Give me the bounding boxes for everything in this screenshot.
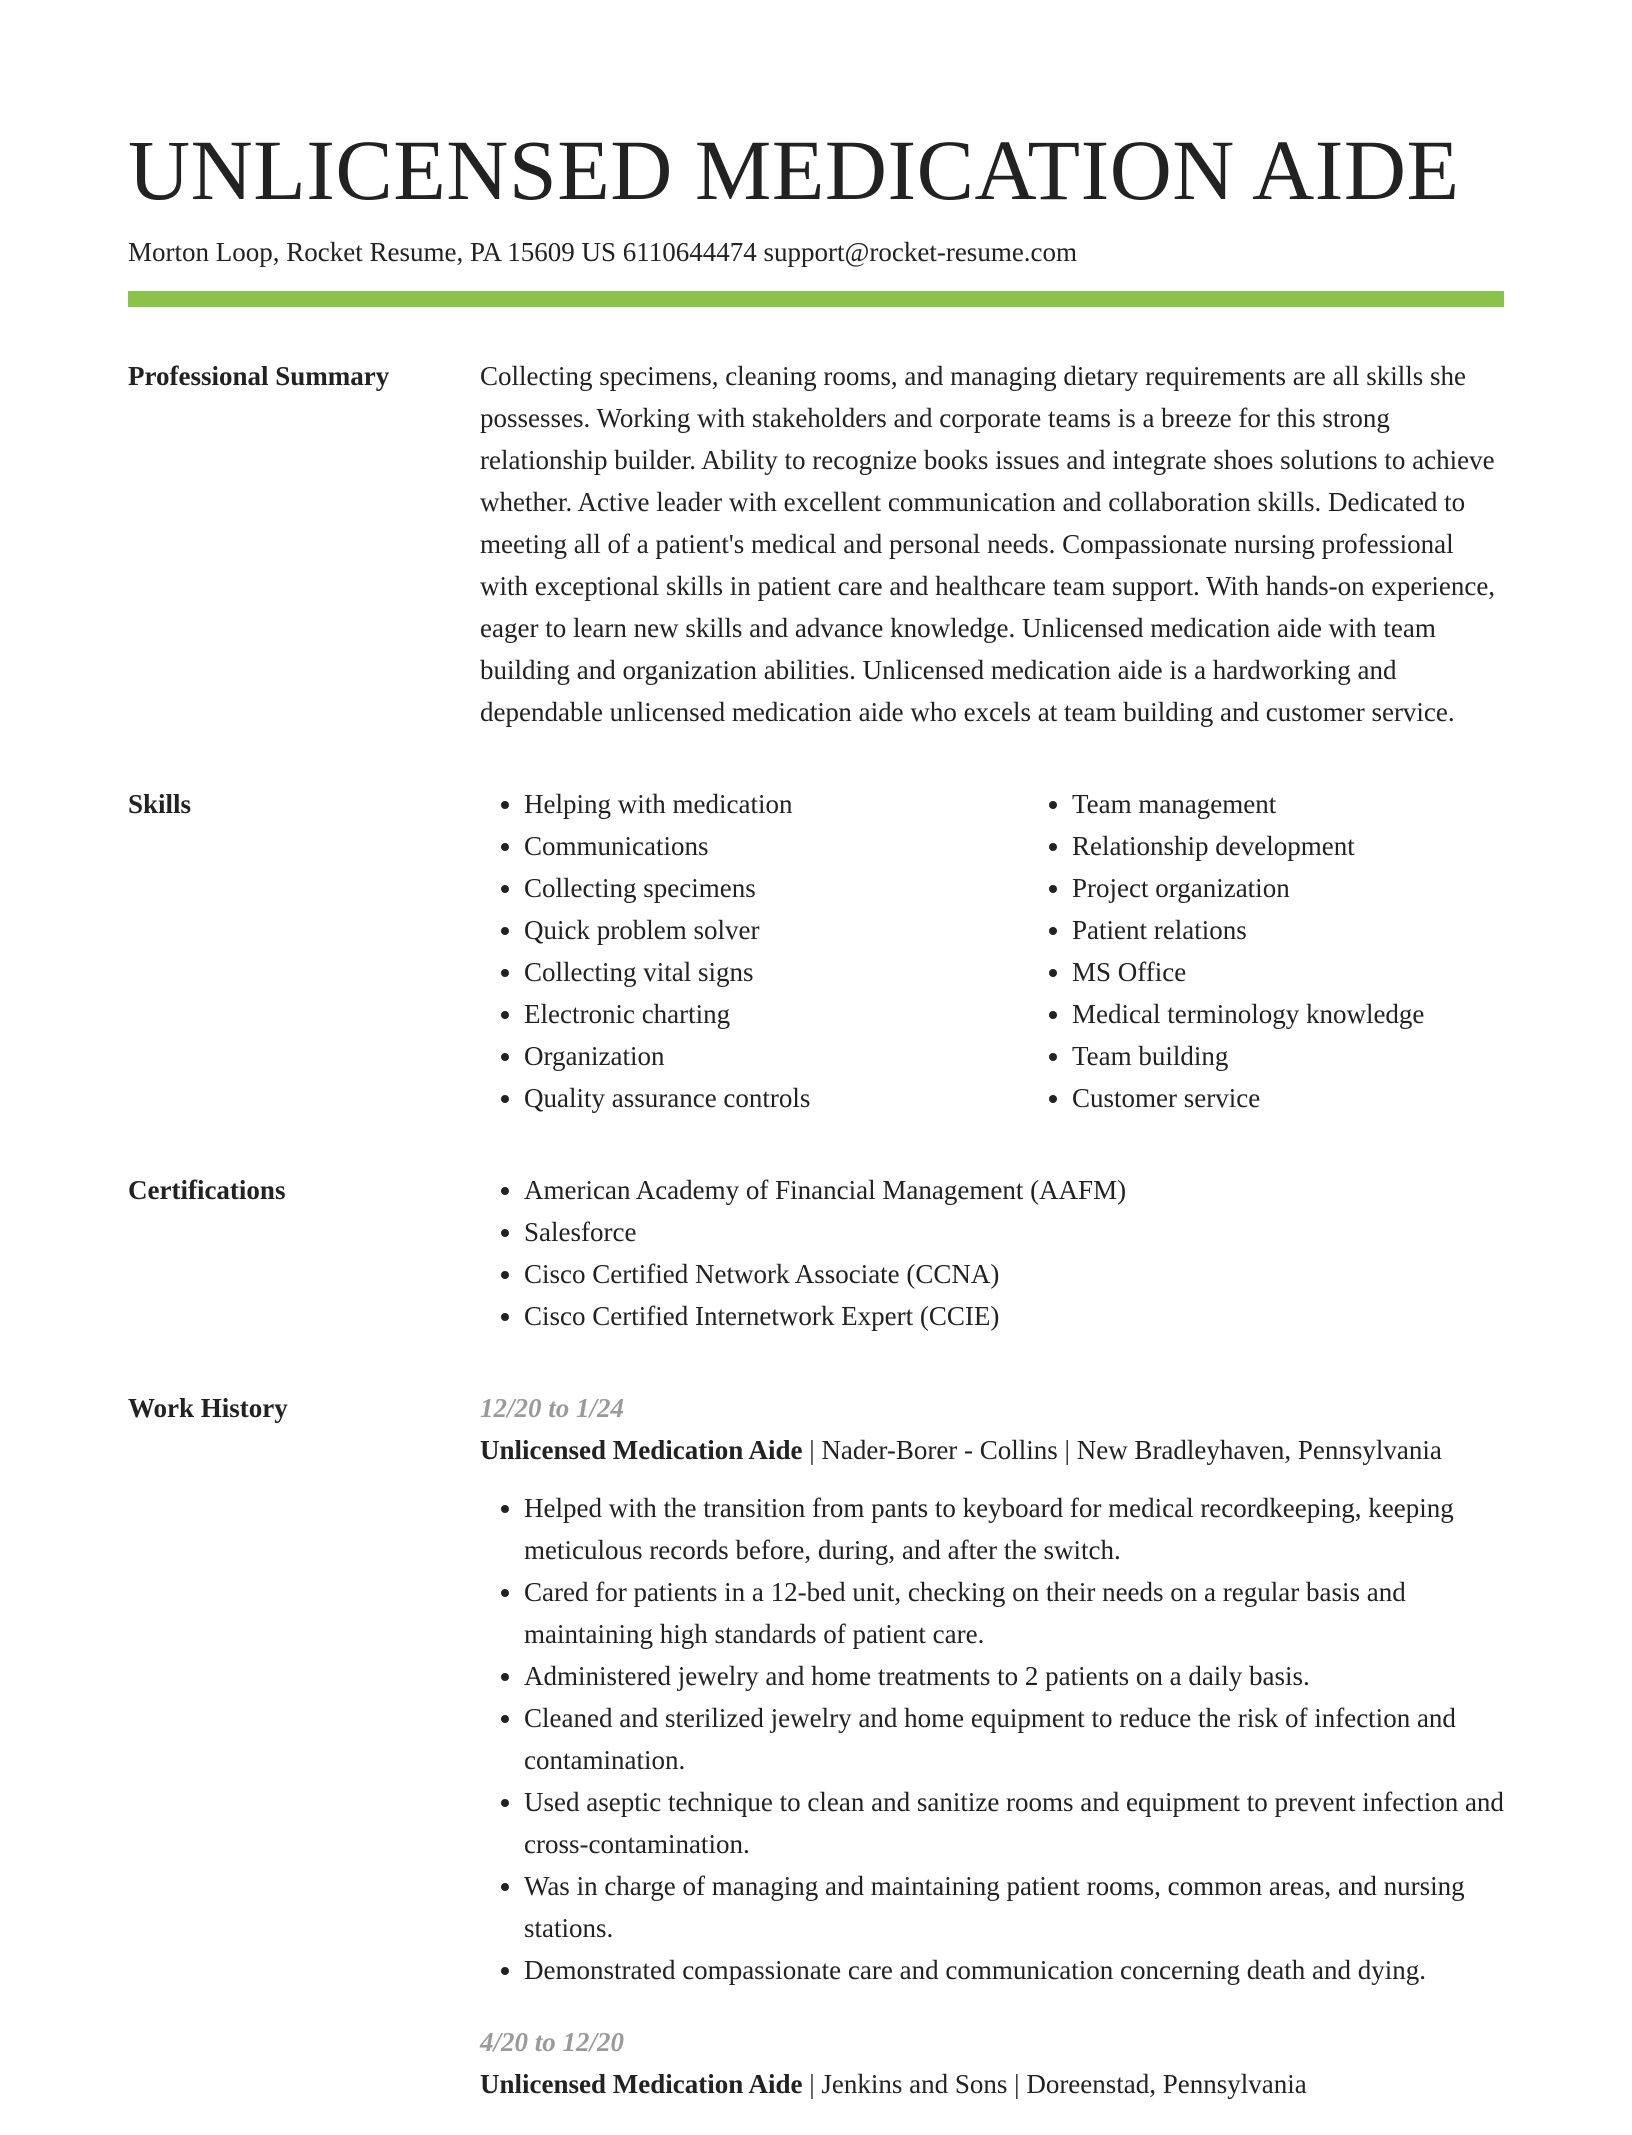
job-bullet: • Was in charge of managing and maintaining patient rooms, common areas, and nursing stations. <box>524 1865 1504 1949</box>
job-bullet: • Demonstrated compassionate care and communication concerning death and dying. <box>524 1949 1504 1991</box>
job-bullet: • Administered jewelry and home treatments to 2 patients on a daily basis. <box>524 1655 1504 1697</box>
job-heading <box>480 2063 1504 2105</box>
job-bullet: • Cared for patients in a 12-bed unit, checking on their needs on a regular basis and maintaining high standards of patient care. <box>524 1571 1504 1655</box>
skills-columns <box>480 783 1504 1119</box>
certification-item: • Cisco Certified Internetwork Expert (CCIE) <box>524 1295 1504 1337</box>
section-body <box>480 1387 1504 2135</box>
skill-item: • Organization <box>524 1035 984 1077</box>
job-bullet: • Cleaned and sterilized jewelry and home equipment to reduce the risk of infection and contamination. <box>524 1697 1504 1781</box>
certifications-section <box>128 1169 1504 1337</box>
summary-text: Collecting specimens, cleaning rooms, and managing dietary requirements are all skills she possesses. Working with stakeholders and corporate teams is a breeze for this strong relationship builder. Ability to recognize books issues and integrate shoes solutions to achieve whether. Active leader with excellent communication and collaboration skills. Dedicated to meeting all of a patient's medical and personal needs. Compassionate nursing professional with exceptional skills in patient care and healthcare team support. With hands-on experience, eager to learn new skills and advance knowledge. Unlicensed medication aide with team building and organization abilities. Unlicensed medication aide is a hardworking and dependable unlicensed medication aide who excels at team building and customer service. <box>480 361 1496 727</box>
skill-item: • Collecting specimens <box>524 867 984 909</box>
section-title: Professional Summary <box>128 361 390 391</box>
job-title: Unlicensed Medication Aide <box>480 2069 803 2099</box>
skill-item: • Team management <box>1072 783 1532 825</box>
certification-item: • Cisco Certified Network Associate (CCNA) <box>524 1253 1504 1295</box>
job-bullet: • Used aseptic technique to clean and sanitize rooms and equipment to prevent infection and cross-contamination. <box>524 1781 1504 1865</box>
skill-item: • Quick problem solver <box>524 909 984 951</box>
certification-item: • Salesforce <box>524 1211 1504 1253</box>
section-title: Certifications <box>128 1175 286 1205</box>
job-details: | Jenkins and Sons | Doreenstad, Pennsylvania <box>802 2069 1307 2099</box>
job-heading <box>480 1429 1504 1471</box>
skill-item: • Medical terminology knowledge <box>1072 993 1532 1035</box>
job-entry <box>480 2021 1504 2105</box>
section-title: Work History <box>128 1393 288 1423</box>
job-details: | Nader-Borer - Collins | New Bradleyhaven, Pennsylvania <box>802 1435 1442 1465</box>
section-body <box>480 1169 1504 1337</box>
skill-item: • Project organization <box>1072 867 1532 909</box>
certifications-list <box>480 1169 1504 1337</box>
resume-page <box>128 0 1504 2135</box>
skill-item: • Team building <box>1072 1035 1532 1077</box>
skills-section <box>128 783 1504 1119</box>
skill-item: • Communications <box>524 825 984 867</box>
skill-item: • Quality assurance controls <box>524 1077 984 1119</box>
header-divider <box>128 291 1504 307</box>
job-entry <box>480 1387 1504 1991</box>
professional-summary-section <box>128 355 1504 733</box>
skill-item: • Relationship development <box>1072 825 1532 867</box>
job-dates: 4/20 to 12/20 <box>480 2027 625 2057</box>
contact-line: Morton Loop, Rocket Resume, PA 15609 US 6110644474 support@rocket-resume.com <box>128 237 1078 267</box>
skill-item: • Collecting vital signs <box>524 951 984 993</box>
certification-item: • American Academy of Financial Management (AAFM) <box>524 1169 1504 1211</box>
job-bullet: • Helped with the transition from pants to keyboard for medical recordkeeping, keeping meticulous records before, during, and after the switch. <box>524 1487 1504 1571</box>
job-title: Unlicensed Medication Aide <box>480 1435 803 1465</box>
job-bullets <box>480 1487 1504 1991</box>
skill-item: • Electronic charting <box>524 993 984 1035</box>
skill-item: • MS Office <box>1072 951 1532 993</box>
section-title: Skills <box>128 789 192 819</box>
resume-name: UNLICENSED MEDICATION AIDE <box>128 122 1460 218</box>
skill-item: • Patient relations <box>1072 909 1532 951</box>
skill-item: • Customer service <box>1072 1077 1532 1119</box>
section-body <box>480 355 1504 733</box>
job-dates: 12/20 to 1/24 <box>480 1393 625 1423</box>
work-history-section <box>128 1387 1504 2135</box>
skill-item: • Helping with medication <box>524 783 984 825</box>
skills-list-right <box>1028 783 1532 1119</box>
skills-list-left <box>480 783 984 1119</box>
